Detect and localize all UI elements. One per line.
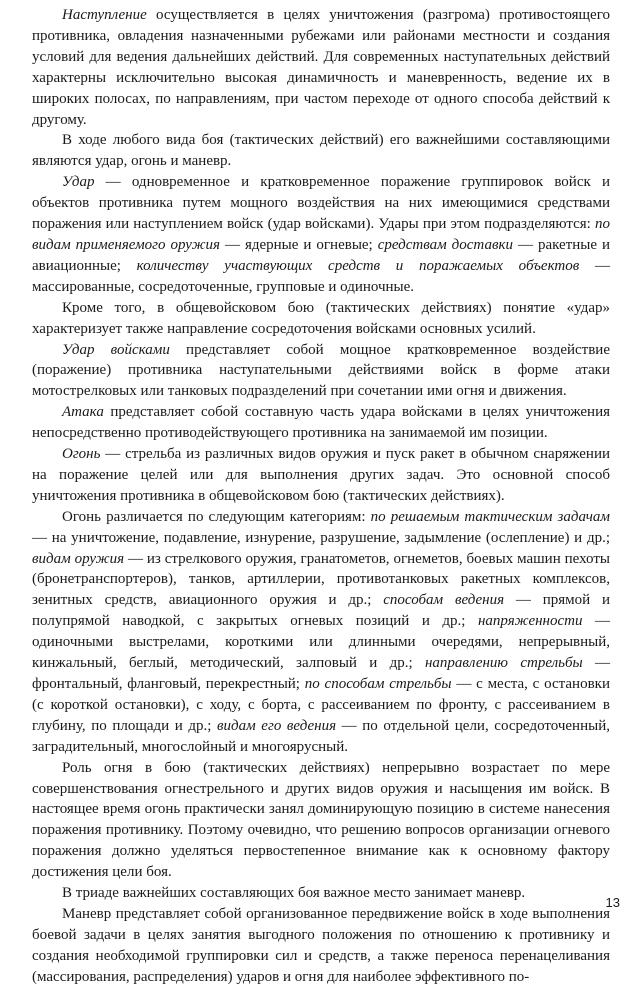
paragraph-fire-role: Роль огня в бою (тактических действиях) непрерывно возрастает по мере совершенствования огнестрельного и других видов оружия и насыщения им войск. В настоящее время огонь практически занял доминирующую позицию в системе нанесения поражения противнику. Поэтому очевидно, что решению вопросов организации огневого поражения должно уделяться первостепенное внимание как к основному фактору достижения цели боя. <box>32 759 610 881</box>
page-number: 13 <box>605 895 620 910</box>
paragraph-triad: В триаде важнейших составляющих боя важное место занимает маневр. <box>62 885 526 902</box>
term-troop-strike: Удар войсками <box>62 341 170 358</box>
paragraph-components: В ходе любого вида боя (тактических действий) его важнейшими составляющими являются удар, огонь и маневр. <box>32 132 610 170</box>
paragraph-fire: Огонь — стрельба из различных видов оружия и пуск ракет в обычном снаряжении на поражение целей или для выполнения других задач. Это основной способ уничтожения противника в общевойсковом бою (тактических действиях). <box>32 446 610 504</box>
paragraph-fire-categories: Огонь различается по следующим категориям: по решаемым тактическим задачам — на уничтожение, подавление, изнурение, разрушение, задымление (ослепление) и др.; видам оружия — из стрелкового оружия, гранатометов, огнеметов, боевых машин пехоты (бронетранспортеров), танков, артиллерии, противотанковых ракетных комплексов, зенитных средств, авиационного оружия и др.; способам ведения — прямой и полупрямой наводкой, с закрытых огневых позиций и др.; напряженности — одиночными выстрелами, короткими или длинными очередями, непрерывный, кинжальный, беглый, методический, залповый и др.; направлению стрельбы — фронтальный, фланговый, перекрестный; по способам стрельбы — с места, с остановки (с короткой остановки), с ходу, с борта, с рассеиванием по фронту, с рассеиванием в глубину, по площади и др.; видам его ведения — по отдельной цели, сосредоточенный, заградительный, многослойный и многоярусный. <box>32 508 611 755</box>
paragraph-strike-direction: Кроме того, в общевойсковом бою (тактических действиях) понятие «удар» характеризует также направление сосредоточения войсками основных усилий. <box>32 299 610 337</box>
term-strike: Удар <box>62 174 95 191</box>
term-attack: Атака <box>62 404 104 421</box>
page-body <box>32 5 610 988</box>
term-offensive: Наступление <box>62 7 147 23</box>
paragraph-troop-strike: Удар войсками представляет собой мощное кратковременное воздействие (поражение) противника наступательными действиями войск в форме атаки мотострелковых или танковых подразделений при сочетании ими огня и движения. <box>32 341 610 400</box>
paragraph-strike: Удар — одновременное и кратковременное поражение группировок войск и объектов противника путем мощного воздействия на них имеющимися средствами поражения или наступлением войск (удар войсками). Удары при этом подразделяются: по видам применяемого оружия — ядерные и огневые; средствам доставки — ракетные и авиационные; количеству участвующих средств и поражаемых объектов — массированные, сосредоточенные, групповые и одиночные. <box>32 174 610 295</box>
paragraph-attack: Атака представляет собой составную часть удара войсками в целях уничтожения непосредственно противодействующего противника на занимаемой им позиции. <box>32 404 610 442</box>
term-fire: Огонь <box>62 446 101 463</box>
paragraph-offensive: Наступление осуществляется в целях уничтожения (разгрома) противостоящего противника, овладения назначенными рубежами или районами местности и создания условий для ведения дальнейших действий. Для современных наступательных действий характерны исключительно высокая динамичность и маневренность, ведение их в широких полосах, по направлениям, при частом переходе от одного способа действий к другому. <box>32 7 610 128</box>
paragraph-maneuver: Маневр представляет собой организованное передвижение войск в ходе выполнения боевой задачи в целях занятия выгодного положения по отношению к противнику и создания необходимой группировки сил и средств, а также переноса перенацеливания (массирования, распределения) ударов и огня для наиболее эффективного по- <box>32 905 610 985</box>
